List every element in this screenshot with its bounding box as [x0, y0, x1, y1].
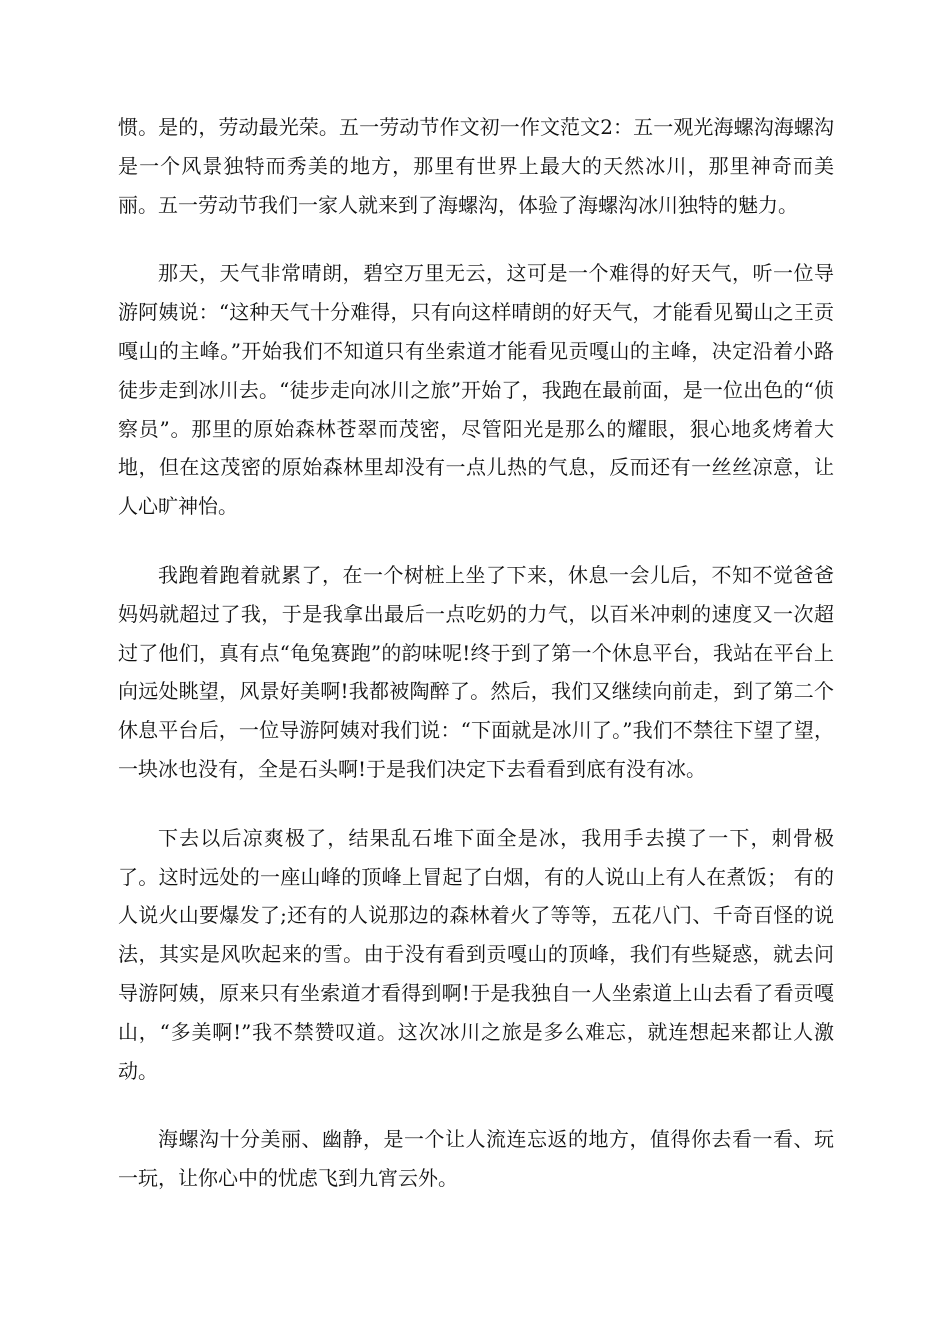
paragraph-intro: 惯。是的，劳动最光荣。五一劳动节作文初一作文范文2：五一观光海螺沟海螺沟是一个风景独特而秀美的地方，那里有世界上最大的天然冰川，那里神奇而美丽。五一劳动节我们一家人就来到了海螺沟，体验了海螺沟冰川独特的魅力。 — [118, 115, 834, 217]
paragraph-conclusion: 海螺沟十分美丽、幽静，是一个让人流连忘返的地方，值得你去看一看、玩一玩，让你心中的忧虑飞到九宵云外。 — [118, 1127, 834, 1191]
document-page — [118, 108, 834, 1228]
paragraph-hiking: 我跑着跑着就累了，在一个树桩上坐了下来，休息一会儿后，不知不觉爸爸妈妈就超过了我，于是我拿出最后一点吃奶的力气，以百米冲刺的速度又一次超过了他们，真有点“龟兔赛跑”的韵味呢!终于到了第一个休息平台，我站在平台上向远处眺望，风景好美啊!我都被陶醉了。然后，我们又继续向前走，到了第二个休息平台后，一位导游阿姨对我们说：“下面就是冰川了。”我们不禁往下望了望，一块冰也没有，全是石头啊!于是我们决定下去看看到底有没有冰。 — [118, 562, 834, 781]
paragraph-glacier: 下去以后凉爽极了，结果乱石堆下面全是冰，我用手去摸了一下，刺骨极了。这时远处的一座山峰的顶峰上冒起了白烟，有的人说山上有人在煮饭； 有的人说火山要爆发了;还有的人说那边的森林着火了等等，五花八门、千奇百怪的说法，其实是风吹起来的雪。由于没有看到贡嘎山的顶峰，我们有些疑惑，就去问导游阿姨，原来只有坐索道才看得到啊!于是我独自一人坐索道上山去看了看贡嘎山，“多美啊!”我不禁赞叹道。这次冰川之旅是多么难忘，就连想起来都让人激动。 — [118, 825, 834, 1083]
paragraph-weather: 那天，天气非常晴朗，碧空万里无云，这可是一个难得的好天气，听一位导游阿姨说：“这种天气十分难得，只有向这样晴朗的好天气，才能看见蜀山之王贡嘎山的主峰。”开始我们不知道只有坐索道才能看见贡嘎山的主峰，决定沿着小路徒步走到冰川去。“徒步走向冰川之旅”开始了，我跑在最前面，是一位出色的“侦察员”。那里的原始森林苍翠而茂密，尽管阳光是那么的耀眼，狠心地炙烤着大地，但在这茂密的原始森林里却没有一点儿热的气息，反而还有一丝丝凉意，让人心旷神怡。 — [118, 261, 834, 519]
